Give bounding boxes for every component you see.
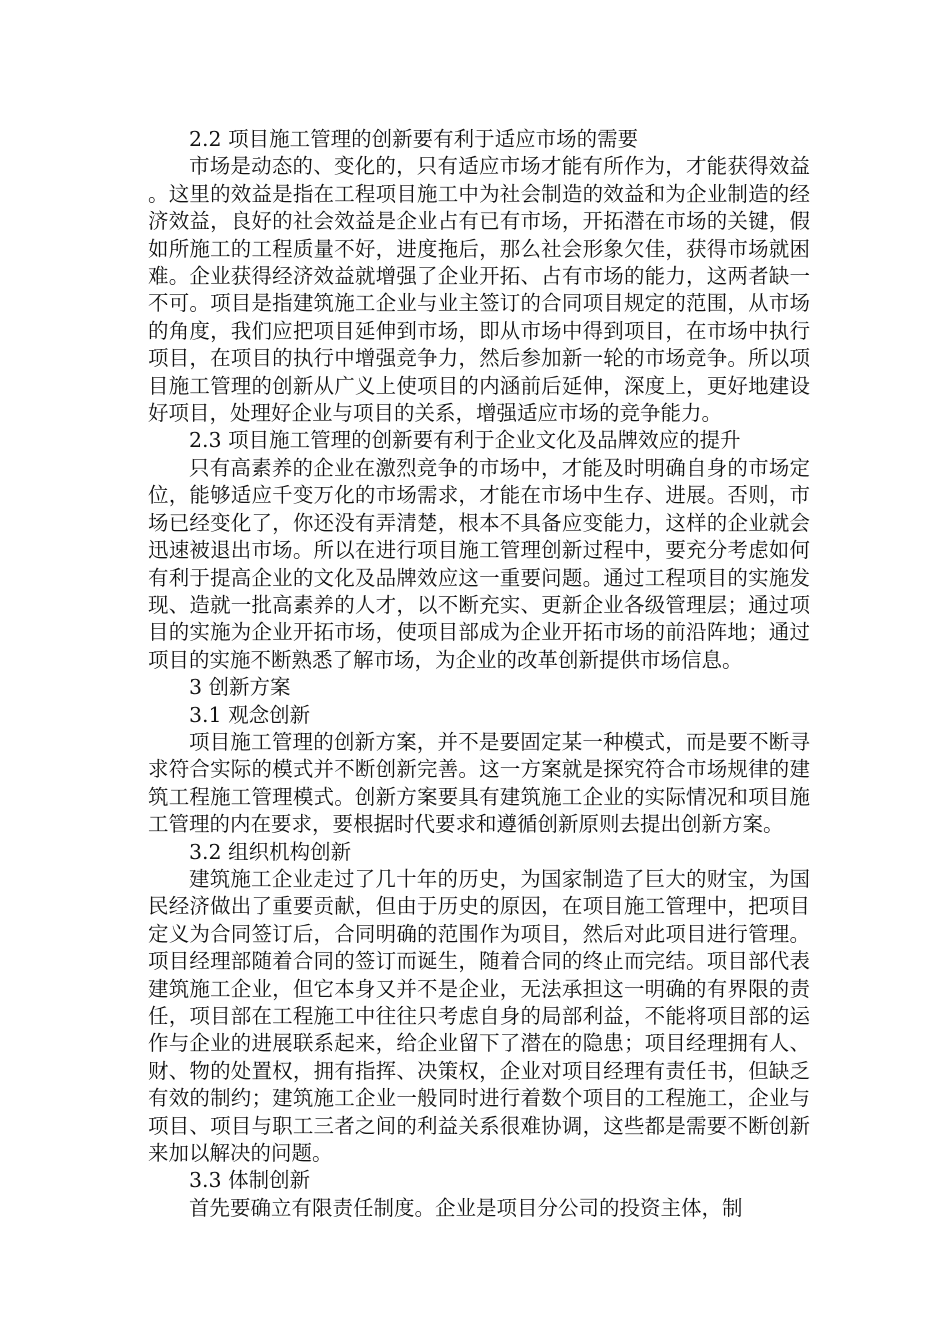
section-heading-3-1: 3.1 观念创新: [189, 702, 311, 727]
paragraph-organization-innovation: 建筑施工企业走过了几十年的历史，为国家制造了巨大的财宝，为国民经济做出了重要贡献，但由于历史的原因，在项目施工管理中，把项目定义为合同签订后，合同明确的范围作为项目，然后对此项目进行管理。项目经理部随着合同的签订而诞生，随着合同的终止而完结。项目部代表建筑施工企业，但它本身又并不是企业，无法承担这一明确的有界限的责任，项目部在工程施工中往往只考虑自身的局部利益，不能将项目部的运作与企业的进展联系起来，给企业留下了潜在的隐患；项目经理拥有人、财、物的处置权，拥有指挥、决策权，企业对项目经理有责任书，但缺乏有效的制约；建筑施工企业一般同时进行着数个项目的工程施工，企业与项目、项目与职工三者之间的利益关系很难协调，这些都是需要不断创新来加以解决的问题。: [148, 866, 810, 1166]
section-heading-3: 3 创新方案: [189, 675, 291, 700]
section-heading-2-2: 2.2 项目施工管理的创新要有利于适应市场的需要: [189, 127, 639, 151]
document-page: [148, 126, 810, 1222]
paragraph-corporate-culture: 只有高素养的企业在激烈竞争的市场中，才能及时明确自身的市场定位，能够适应千变万化的市场需求，才能在市场中生存、进展。否则，市场已经变化了，你还没有弄清楚，根本不具备应变能力，这样的企业就会迅速被退出市场。所以在进行项目施工管理创新过程中，要充分考虑如何有利于提高企业的文化及品牌效应这一重要问题。通过工程项目的实施发现、造就一批高素养的人才，以不断充实、更新企业各级管理层；通过项目的实施为企业开拓市场，使项目部成为企业开拓市场的前沿阵地；通过项目的实施不断熟悉了解市场，为企业的改革创新提供市场信息。: [148, 455, 810, 672]
paragraph-market-adaptation: 市场是动态的、变化的，只有适应市场才能有所作为，才能获得效益。这里的效益是指在工程项目施工中为社会制造的效益和为企业制造的经济效益，良好的社会效益是企业占有已有市场，开拓潜在市场的关键，假如所施工的工程质量不好，进度拖后，那么社会形象欠佳，获得市场就困难。企业获得经济效益就增强了企业开拓、占有市场的能力，这两者缺一不可。项目是指建筑施工企业与业主签订的合同项目规定的范围，从市场的角度，我们应把项目延伸到市场，即从市场中得到项目，在市场中执行项目，在项目的执行中增强竞争力，然后参加新一轮的市场竞争。所以项目施工管理的创新从广义上使项目的内涵前后延伸，深度上，更好地建设好项目，处理好企业与项目的关系，增强适应市场的竞争能力。: [148, 154, 810, 426]
section-heading-3-2: 3.2 组织机构创新: [189, 839, 352, 864]
paragraph-concept-innovation: 项目施工管理的创新方案，并不是要固定某一种模式，而是要不断寻求符合实际的模式并不断创新完善。这一方案就是探究符合市场规律的建筑工程施工管理模式。创新方案要具有建筑施工企业的实际情况和项目施工管理的内在要求，要根据时代要求和遵循创新原则去提出创新方案。: [148, 729, 810, 837]
section-heading-2-3: 2.3 项目施工管理的创新要有利于企业文化及品牌效应的提升: [189, 428, 741, 453]
section-heading-3-3: 3.3 体制创新: [189, 1168, 311, 1193]
paragraph-system-innovation: 首先要确立有限责任制度。企业是项目分公司的投资主体，制: [189, 1195, 743, 1220]
